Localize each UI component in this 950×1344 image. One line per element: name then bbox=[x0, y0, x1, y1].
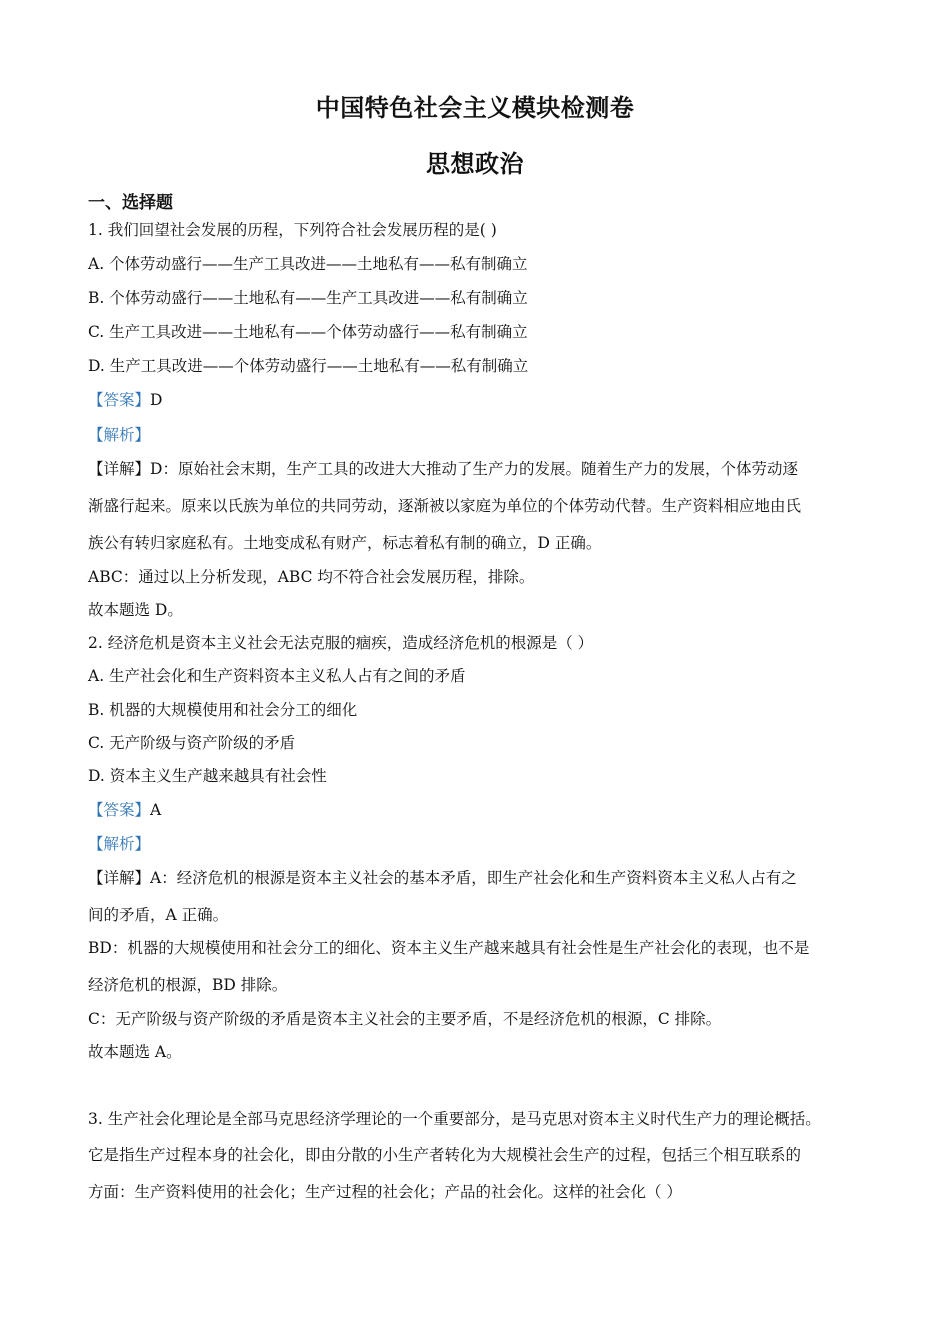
q2-option-a: A. 生产社会化和生产资料资本主义私人占有之间的矛盾 bbox=[88, 667, 466, 685]
q1-option-c: C. 生产工具改进——土地私有——个体劳动盛行——私有制确立 bbox=[88, 323, 528, 341]
q3-stem-line: 方面：生产资料使用的社会化；生产过程的社会化；产品的社会化。这样的社会化（ ） bbox=[88, 1183, 682, 1201]
answer-tag: 【答案】 bbox=[88, 391, 151, 409]
q1-option-b: B. 个体劳动盛行——土地私有——生产工具改进——私有制确立 bbox=[88, 289, 528, 307]
q2-detail-line bbox=[88, 866, 868, 888]
detail-text: A：经济危机的根源是资本主义社会的基本矛盾，即生产社会化和生产资料资本主义私人占有之 bbox=[150, 869, 797, 887]
q2-option-d: D. 资本主义生产越来越具有社会性 bbox=[88, 767, 327, 785]
detail-tag: 【详解】 bbox=[88, 460, 151, 478]
answer-tag: 【答案】 bbox=[88, 801, 151, 819]
q1-option-d: D. 生产工具改进——个体劳动盛行——土地私有——私有制确立 bbox=[88, 357, 529, 375]
q2-conclusion: 故本题选 A。 bbox=[88, 1043, 182, 1061]
q2-stem: 2. 经济危机是资本主义社会无法克服的痼疾，造成经济危机的根源是（ ） bbox=[88, 634, 594, 652]
q1-detail-line: 渐盛行起来。原来以氏族为单位的共同劳动，逐渐被以家庭为单位的个体劳动代替。生产资料相应地由氏 bbox=[88, 497, 802, 515]
q1-answer bbox=[88, 388, 868, 410]
q2-detail-line: 间的矛盾，A 正确。 bbox=[88, 906, 229, 924]
q1-conclusion: 故本题选 D。 bbox=[88, 601, 183, 619]
q2-detail-line: BD：机器的大规模使用和社会分工的细化、资本主义生产越来越具有社会性是生产社会化的表现，也不是 bbox=[88, 939, 810, 957]
q2-option-b: B. 机器的大规模使用和社会分工的细化 bbox=[88, 701, 358, 719]
q3-stem-line: 它是指生产过程本身的社会化，即由分散的小生产者转化为大规模社会生产的过程，包括三个相互联系的 bbox=[88, 1146, 802, 1164]
q1-detail-line bbox=[88, 457, 868, 479]
analysis-tag: 【解析】 bbox=[88, 835, 151, 853]
answer-value: A bbox=[150, 801, 162, 819]
q2-analysis bbox=[88, 832, 868, 854]
detail-text: D：原始社会末期，生产工具的改进大大推动了生产力的发展。随着生产力的发展，个体劳动逐 bbox=[150, 460, 798, 478]
q2-detail-line: C：无产阶级与资产阶级的矛盾是资本主义社会的主要矛盾，不是经济危机的根源，C 排除。 bbox=[88, 1010, 722, 1028]
analysis-tag: 【解析】 bbox=[88, 426, 151, 444]
detail-tag: 【详解】 bbox=[88, 869, 151, 887]
q1-stem: 1. 我们回望社会发展的历程，下列符合社会发展历程的是( ) bbox=[88, 221, 497, 239]
q1-option-a: A. 个体劳动盛行——生产工具改进——土地私有——私有制确立 bbox=[88, 255, 528, 273]
q1-analysis bbox=[88, 423, 868, 445]
q2-option-c: C. 无产阶级与资产阶级的矛盾 bbox=[88, 734, 296, 752]
q2-answer bbox=[88, 798, 868, 820]
q2-detail-line: 经济危机的根源，BD 排除。 bbox=[88, 976, 288, 994]
q3-stem-line: 3. 生产社会化理论是全部马克思经济学理论的一个重要部分，是马克思对资本主义时代生产力的理论概括。 bbox=[88, 1110, 821, 1128]
q1-detail-line: ABC：通过以上分析发现，ABC 均不符合社会发展历程，排除。 bbox=[88, 568, 535, 586]
page-title: 中国特色社会主义模块检测卷 bbox=[315, 93, 635, 122]
section-heading: 一、选择题 bbox=[88, 193, 173, 213]
q1-detail-line: 族公有转归家庭私有。土地变成私有财产，标志着私有制的确立，D 正确。 bbox=[88, 534, 602, 552]
page-subtitle: 思想政治 bbox=[426, 149, 524, 178]
answer-value: D bbox=[150, 391, 163, 409]
